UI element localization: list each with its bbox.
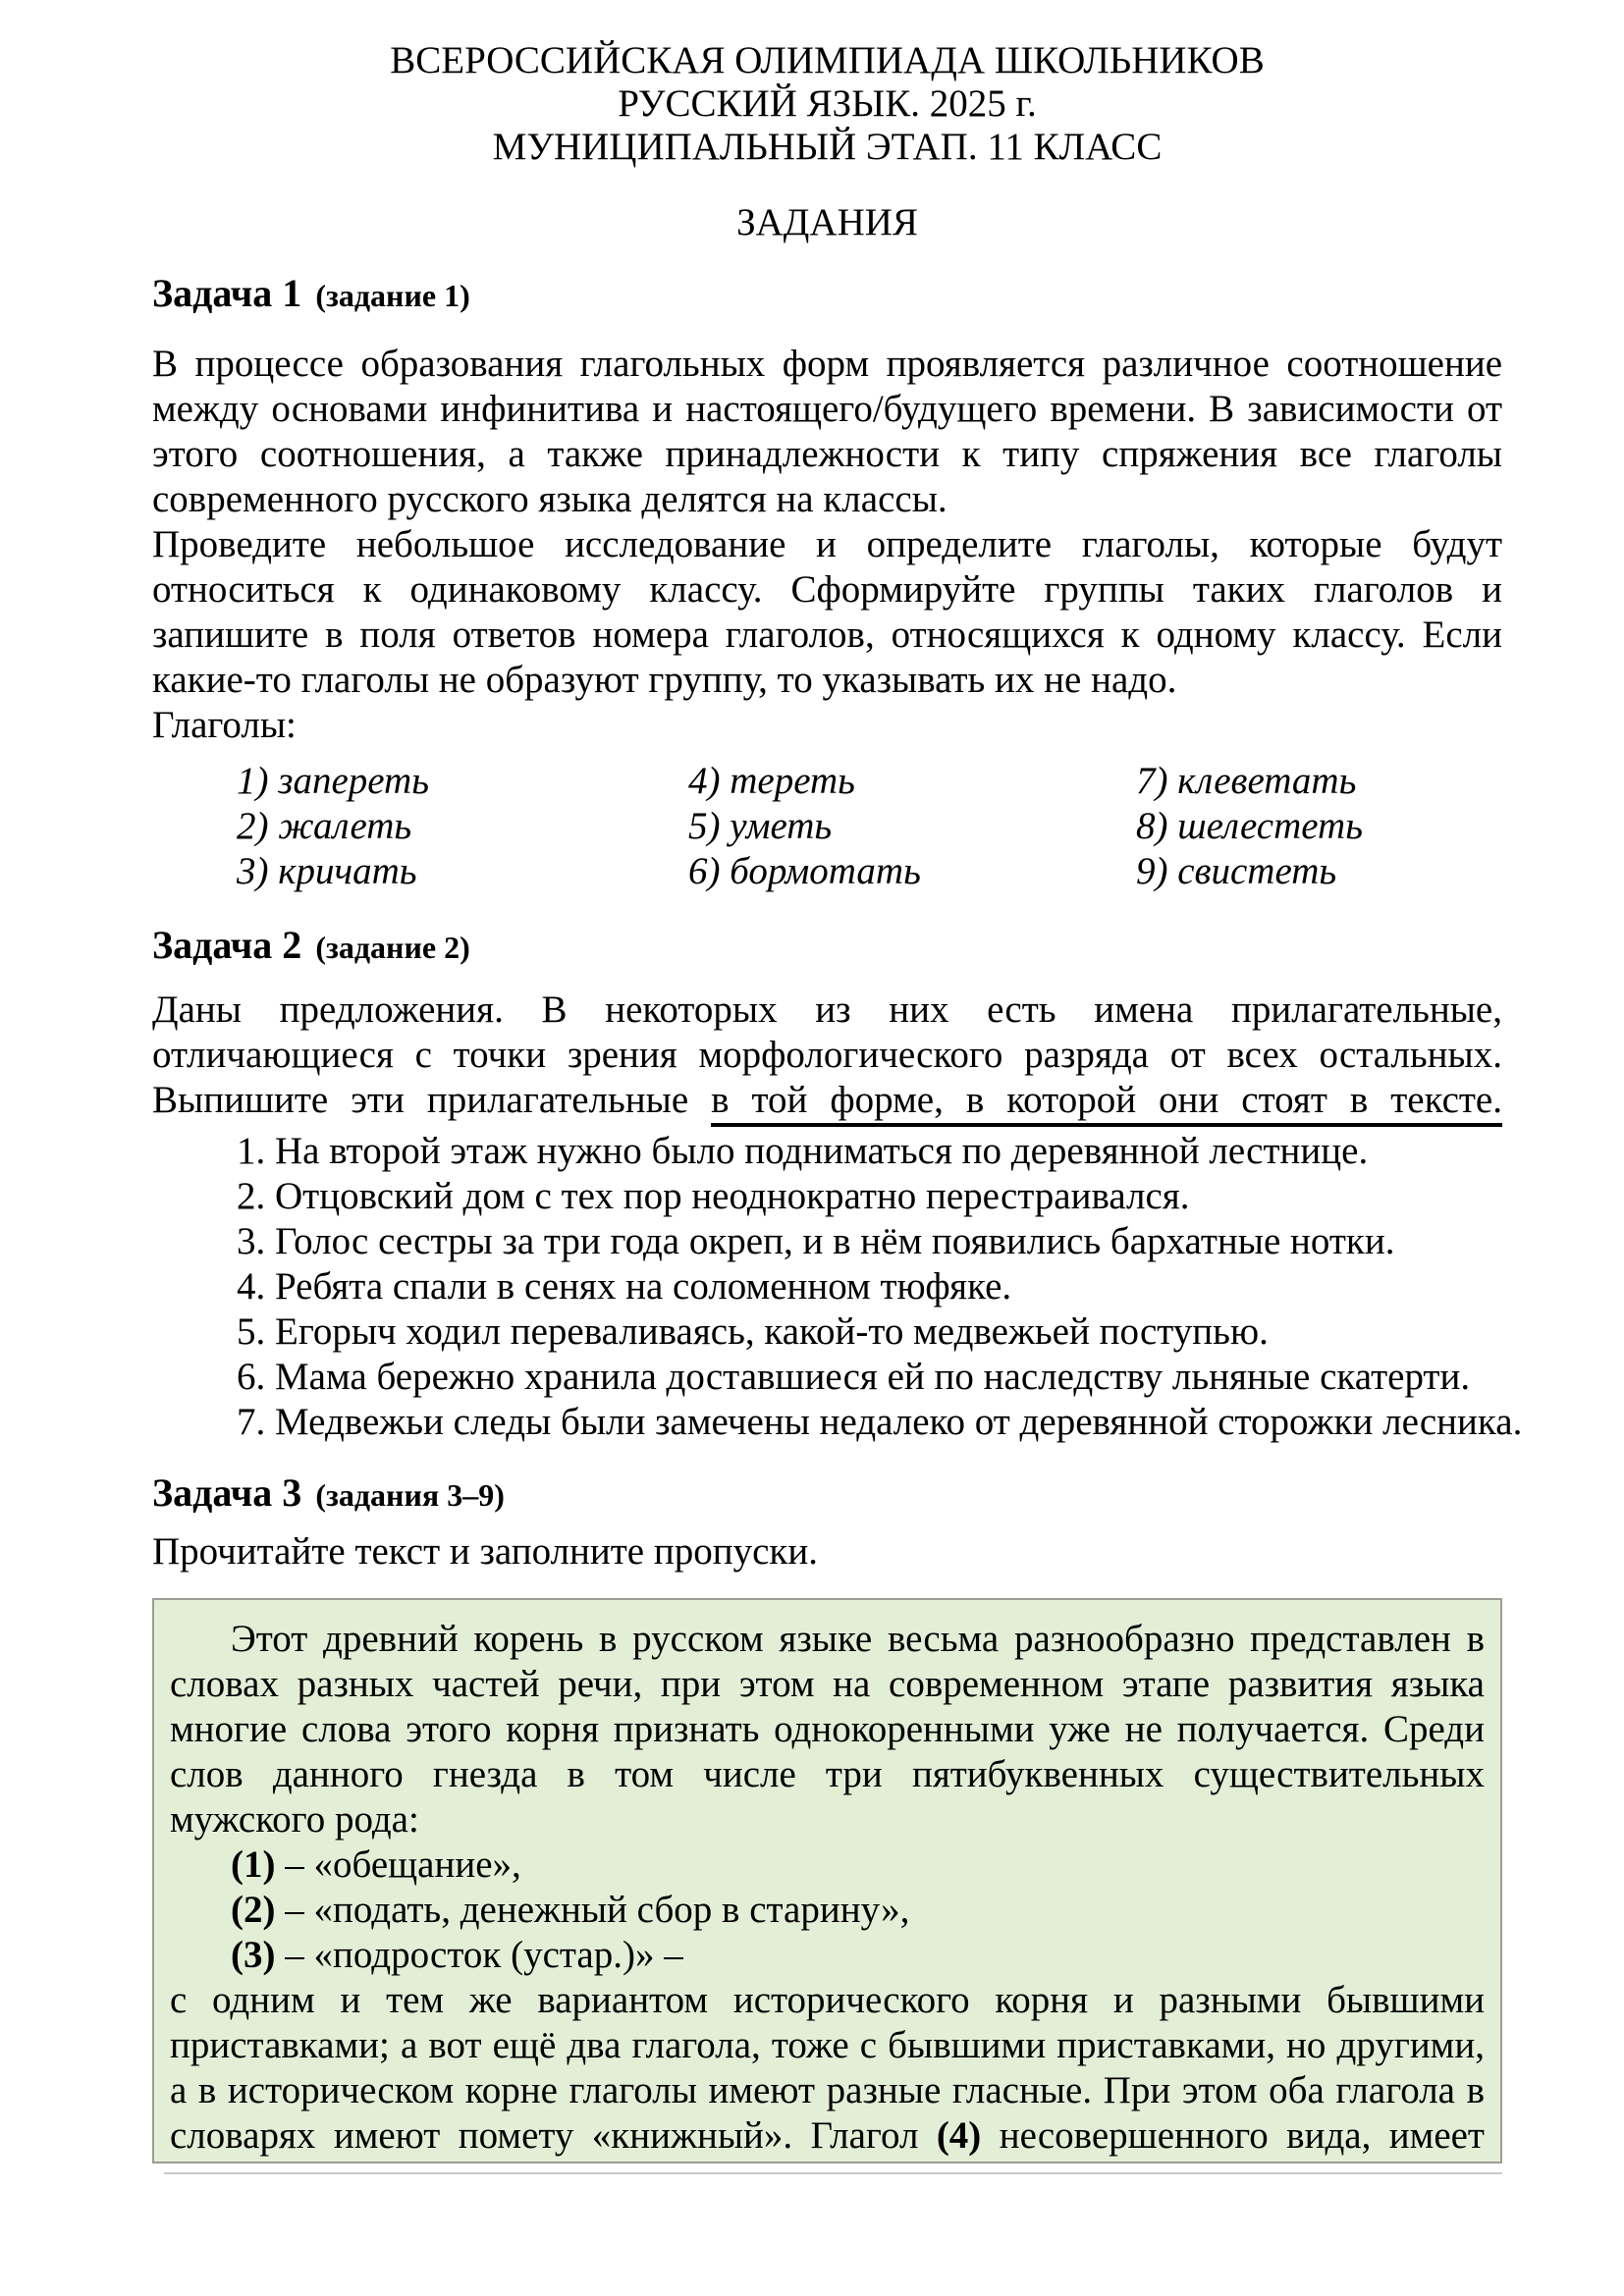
verbs-column-1: [237, 759, 688, 894]
blank-definition: – «подать, денежный сбор в старину»,: [275, 1889, 910, 1931]
blank-number: (3): [231, 1934, 276, 1976]
sentence-item: 6. Мама бережно хранила доставшиеся ей по наследству льняные скатерти.: [237, 1356, 1471, 1398]
box-paragraph-2-after: несовершенного вида, имеет: [981, 2114, 1485, 2157]
blank-definition: – «обещание»,: [275, 1843, 521, 1886]
title-line-1: ВСЕРОССИЙСКАЯ ОЛИМПИАДА ШКОЛЬНИКОВ: [390, 39, 1265, 81]
task1-heading-title: Задача 1: [152, 271, 302, 315]
blank-number: (4): [936, 2114, 982, 2157]
title-line-3: МУНИЦИПАЛЬНЫЙ ЭТАП. 11 КЛАСС: [492, 126, 1163, 168]
sentences-list: [237, 1129, 1523, 1445]
verb-item: 4) тереть: [688, 760, 855, 802]
task1-paragraph-2: Проведите небольшое исследование и определите глаголы, которые будут относиться к одинаковому классу. Сформируйте группы таких глаголов и запишите в поля ответов номера глаголов, относящихся к одному классу. Если какие-то глаголы не образуют группу, то указывать их не надо.: [152, 523, 1502, 701]
verbs-column-2: [688, 759, 1136, 894]
sentence-item: 2. Отцовский дом с тех пор неоднократно перестраивался.: [237, 1175, 1190, 1217]
task1-heading: [152, 271, 1502, 318]
verbs-column-3: [1136, 759, 1502, 894]
blank-definition: – «подросток (устар.)» –: [275, 1934, 683, 1976]
task2-paragraph-underlined: в той форме, в которой они стоят в тексте.: [711, 1079, 1502, 1127]
title-line-2: РУССКИЙ ЯЗЫК. 2025 г.: [618, 82, 1037, 125]
verb-item: 7) клеветать: [1136, 760, 1357, 802]
verb-item: 9) свистеть: [1136, 850, 1337, 892]
task2-paragraph: [152, 988, 1502, 1123]
verb-item: 3) кричать: [237, 850, 417, 892]
task3-intro: Прочитайте текст и заполните пропуски.: [152, 1530, 818, 1573]
task3-heading-note: (задания 3–9): [315, 1477, 505, 1513]
verb-item: 5) уметь: [688, 805, 833, 847]
box-blank-item-1: [231, 1842, 1485, 1888]
task1-section: [152, 271, 1502, 894]
box-shadow-line: [164, 2172, 1502, 2174]
verbs-label: Глаголы:: [152, 704, 297, 746]
task2-section: [152, 923, 1523, 1445]
task2-heading: [152, 923, 1502, 970]
blank-number: (2): [231, 1889, 276, 1931]
task1-heading-note: (задание 1): [315, 278, 470, 313]
task2-heading-title: Задача 2: [152, 923, 302, 967]
task3-heading: [152, 1470, 1502, 1518]
verb-item: 8) шелестеть: [1136, 805, 1363, 847]
box-blank-item-3: [231, 1933, 1485, 1978]
sentence-item: 4. Ребята спали в сенях на соломенном тюфяке.: [237, 1265, 1012, 1308]
verb-item: 2) жалеть: [237, 805, 412, 847]
task2-heading-note: (задание 2): [315, 930, 470, 965]
box-paragraph-1: Этот древний корень в русском языке весьма разнообразно представлен в словах разных частей речи, при этом на современном этапе развития языка многие слова этого корня признать однокоренными уже не получается. Среди слов данного гнезда в том числе три пятибуквенных существительных мужского рода:: [170, 1618, 1485, 1841]
sentence-item: 5. Егорыч ходил переваливаясь, какой-то медвежьей поступью.: [237, 1310, 1269, 1353]
sentence-item: 7. Медвежьи следы были замечены недалеко от деревянной сторожки лесника.: [237, 1401, 1523, 1443]
verb-item: 1) запереть: [237, 760, 429, 802]
box-paragraph-2-before: с одним и тем же вариантом исторического корня и разными бывшими приставками; а вот ещё два глагола, тоже с бывшими приставками, но другими, а в историческом корне глаголы имеют разные гласные. При этом оба глагола в словарях имеют помету «книжный». Глагол: [170, 1979, 1485, 2157]
task2-paragraph-plain: Даны предложения. В некоторых из них есть имена прилагательные, отличающиеся с точки зрения морфологического разряда от всех остальных. Выпишите эти прилагательные: [152, 988, 1502, 1121]
sentence-item: 3. Голос сестры за три года окреп, и в нём появились бархатные нотки.: [237, 1220, 1395, 1262]
task1-paragraph-1: В процессе образования глагольных форм проявляется различное соотношение между основами инфинитива и настоящего/будущего времени. В зависимости от этого соотношения, а также принадлежности к типу спряжения все глаголы современного русского языка делятся на классы.: [152, 343, 1502, 520]
blank-number: (1): [231, 1843, 276, 1886]
task3-section: [152, 1470, 1502, 2174]
box-blank-item-2: [231, 1888, 1485, 1933]
box-paragraph-2: [170, 1978, 1485, 2159]
verb-item: 6) бормотать: [688, 850, 921, 892]
task3-heading-title: Задача 3: [152, 1470, 302, 1515]
sentence-item: 1. На второй этаж нужно было подниматься по деревянной лестнице.: [237, 1130, 1369, 1172]
verbs-list: [237, 759, 1502, 894]
document-subtitle: ЗАДАНИЯ: [736, 201, 918, 243]
document-header: [152, 39, 1502, 245]
task3-text-box: [152, 1598, 1502, 2163]
